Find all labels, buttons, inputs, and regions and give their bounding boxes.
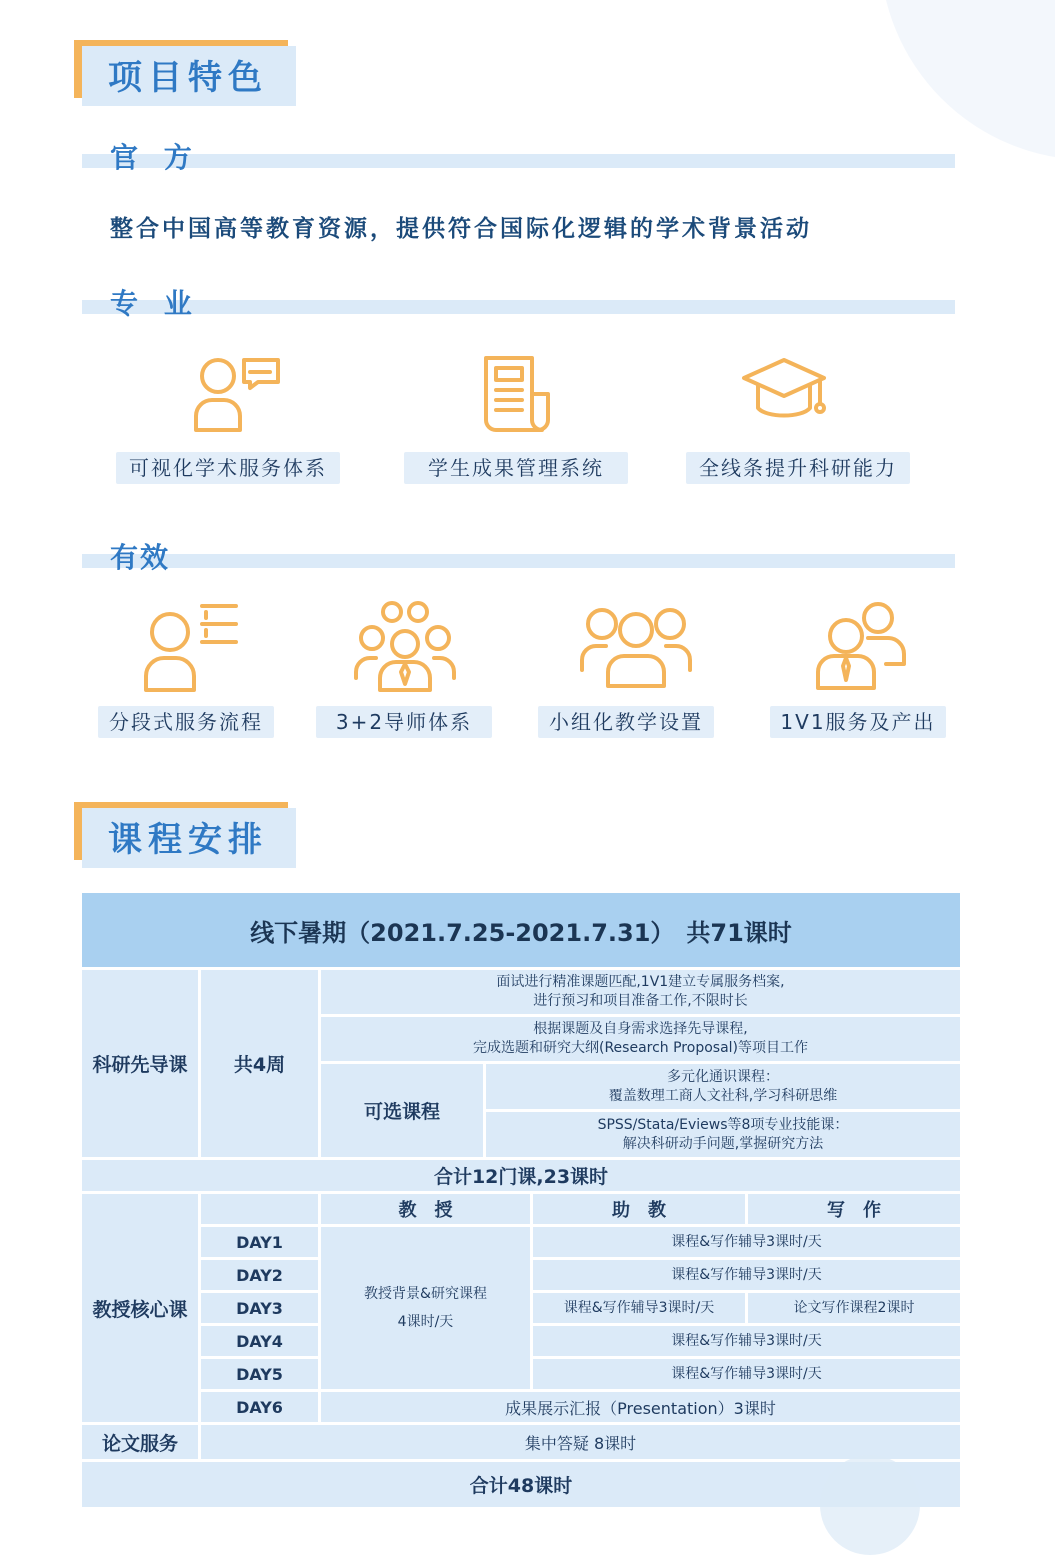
day-label: DAY4 bbox=[201, 1326, 318, 1356]
empty-header-cell bbox=[201, 1194, 318, 1224]
decorative-circle bbox=[820, 1455, 920, 1555]
column-header-ta: 助 教 bbox=[533, 1194, 745, 1224]
ta-writing-day4: 课程&写作辅导3课时/天 bbox=[533, 1326, 960, 1356]
day-label: DAY3 bbox=[201, 1293, 318, 1323]
ta-writing-day2: 课程&写作辅导3课时/天 bbox=[533, 1260, 960, 1290]
feature-label: 可视化学术服务体系 bbox=[116, 452, 340, 484]
subheading-effective bbox=[82, 536, 955, 576]
optional-course-2: SPSS/Stata/Eviews等8项专业技能课： 解决科研动手问题,掌握研究方法 bbox=[486, 1112, 960, 1157]
section-title: 项目特色 bbox=[108, 58, 268, 98]
subheading-label: 官 方 bbox=[110, 141, 200, 174]
small-group-icon bbox=[578, 604, 694, 690]
section-heading-schedule bbox=[74, 804, 296, 864]
row-label-core-course: 教授核心课 bbox=[82, 1194, 198, 1422]
ta-writing-day1: 课程&写作辅导3课时/天 bbox=[533, 1227, 960, 1257]
person-chat-icon bbox=[190, 354, 282, 434]
mentor-group-icon bbox=[352, 600, 458, 694]
row-label-pre-course: 科研先导课 bbox=[82, 970, 198, 1157]
pre-course-detail-1: 面试进行精准课题匹配,1V1建立专属服务档案, 进行预习和项目准备工作,不限时长 bbox=[321, 970, 960, 1014]
optional-course-label: 可选课程 bbox=[321, 1064, 483, 1157]
day-label: DAY5 bbox=[201, 1359, 318, 1389]
subheading-label: 有效 bbox=[110, 541, 171, 574]
section-title: 课程安排 bbox=[108, 820, 268, 860]
course-schedule-table bbox=[82, 893, 960, 1507]
row-label-paper-service: 论文服务 bbox=[82, 1425, 198, 1459]
person-steps-icon bbox=[142, 600, 242, 694]
column-header-writing: 写 作 bbox=[748, 1194, 960, 1224]
feature-label: 分段式服务流程 bbox=[98, 706, 274, 738]
one-on-one-icon bbox=[812, 600, 908, 694]
feature-label: 1V1服务及产出 bbox=[770, 706, 946, 738]
feature-label: 全线条提升科研能力 bbox=[686, 452, 910, 484]
professor-course-content: 教授背景&研究课程 4课时/天 bbox=[321, 1227, 530, 1389]
subheading-official bbox=[82, 136, 955, 176]
day6-presentation: 成果展示汇报（Presentation）3课时 bbox=[321, 1392, 960, 1422]
ta-day3: 课程&写作辅导3课时/天 bbox=[533, 1293, 745, 1323]
duration-cell: 共4周 bbox=[201, 970, 318, 1157]
day-label: DAY6 bbox=[201, 1392, 318, 1422]
feature-label: 3+2导师体系 bbox=[316, 706, 492, 738]
pre-course-detail-2: 根据课题及自身需求选择先导课程, 完成选题和研究大纲(Research Proposal)等项目工作 bbox=[321, 1017, 960, 1061]
feature-label: 学生成果管理系统 bbox=[404, 452, 628, 484]
table-header: 线下暑期（2021.7.25-2021.7.31） 共71课时 bbox=[82, 893, 960, 967]
section-heading-features bbox=[74, 42, 296, 102]
official-description: 整合中国高等教育资源，提供符合国际化逻辑的学术背景活动 bbox=[110, 216, 812, 242]
paper-service-content: 集中答疑 8课时 bbox=[201, 1425, 960, 1459]
feature-label: 小组化教学设置 bbox=[538, 706, 714, 738]
graduation-cap-icon bbox=[740, 356, 828, 426]
writing-day3: 论文写作课程2课时 bbox=[748, 1293, 960, 1323]
grand-total: 合计48课时 bbox=[82, 1462, 960, 1507]
subheading-label: 专 业 bbox=[110, 287, 200, 320]
day-label: DAY2 bbox=[201, 1260, 318, 1290]
column-header-professor: 教 授 bbox=[321, 1194, 530, 1224]
optional-course-1: 多元化通识课程： 覆盖数理工商人文社科,学习科研思维 bbox=[486, 1064, 960, 1109]
ta-writing-day5: 课程&写作辅导3课时/天 bbox=[533, 1359, 960, 1389]
pre-course-total: 合计12门课,23课时 bbox=[82, 1160, 960, 1191]
day-label: DAY1 bbox=[201, 1227, 318, 1257]
document-list-icon bbox=[482, 354, 558, 434]
subheading-professional bbox=[82, 282, 955, 322]
